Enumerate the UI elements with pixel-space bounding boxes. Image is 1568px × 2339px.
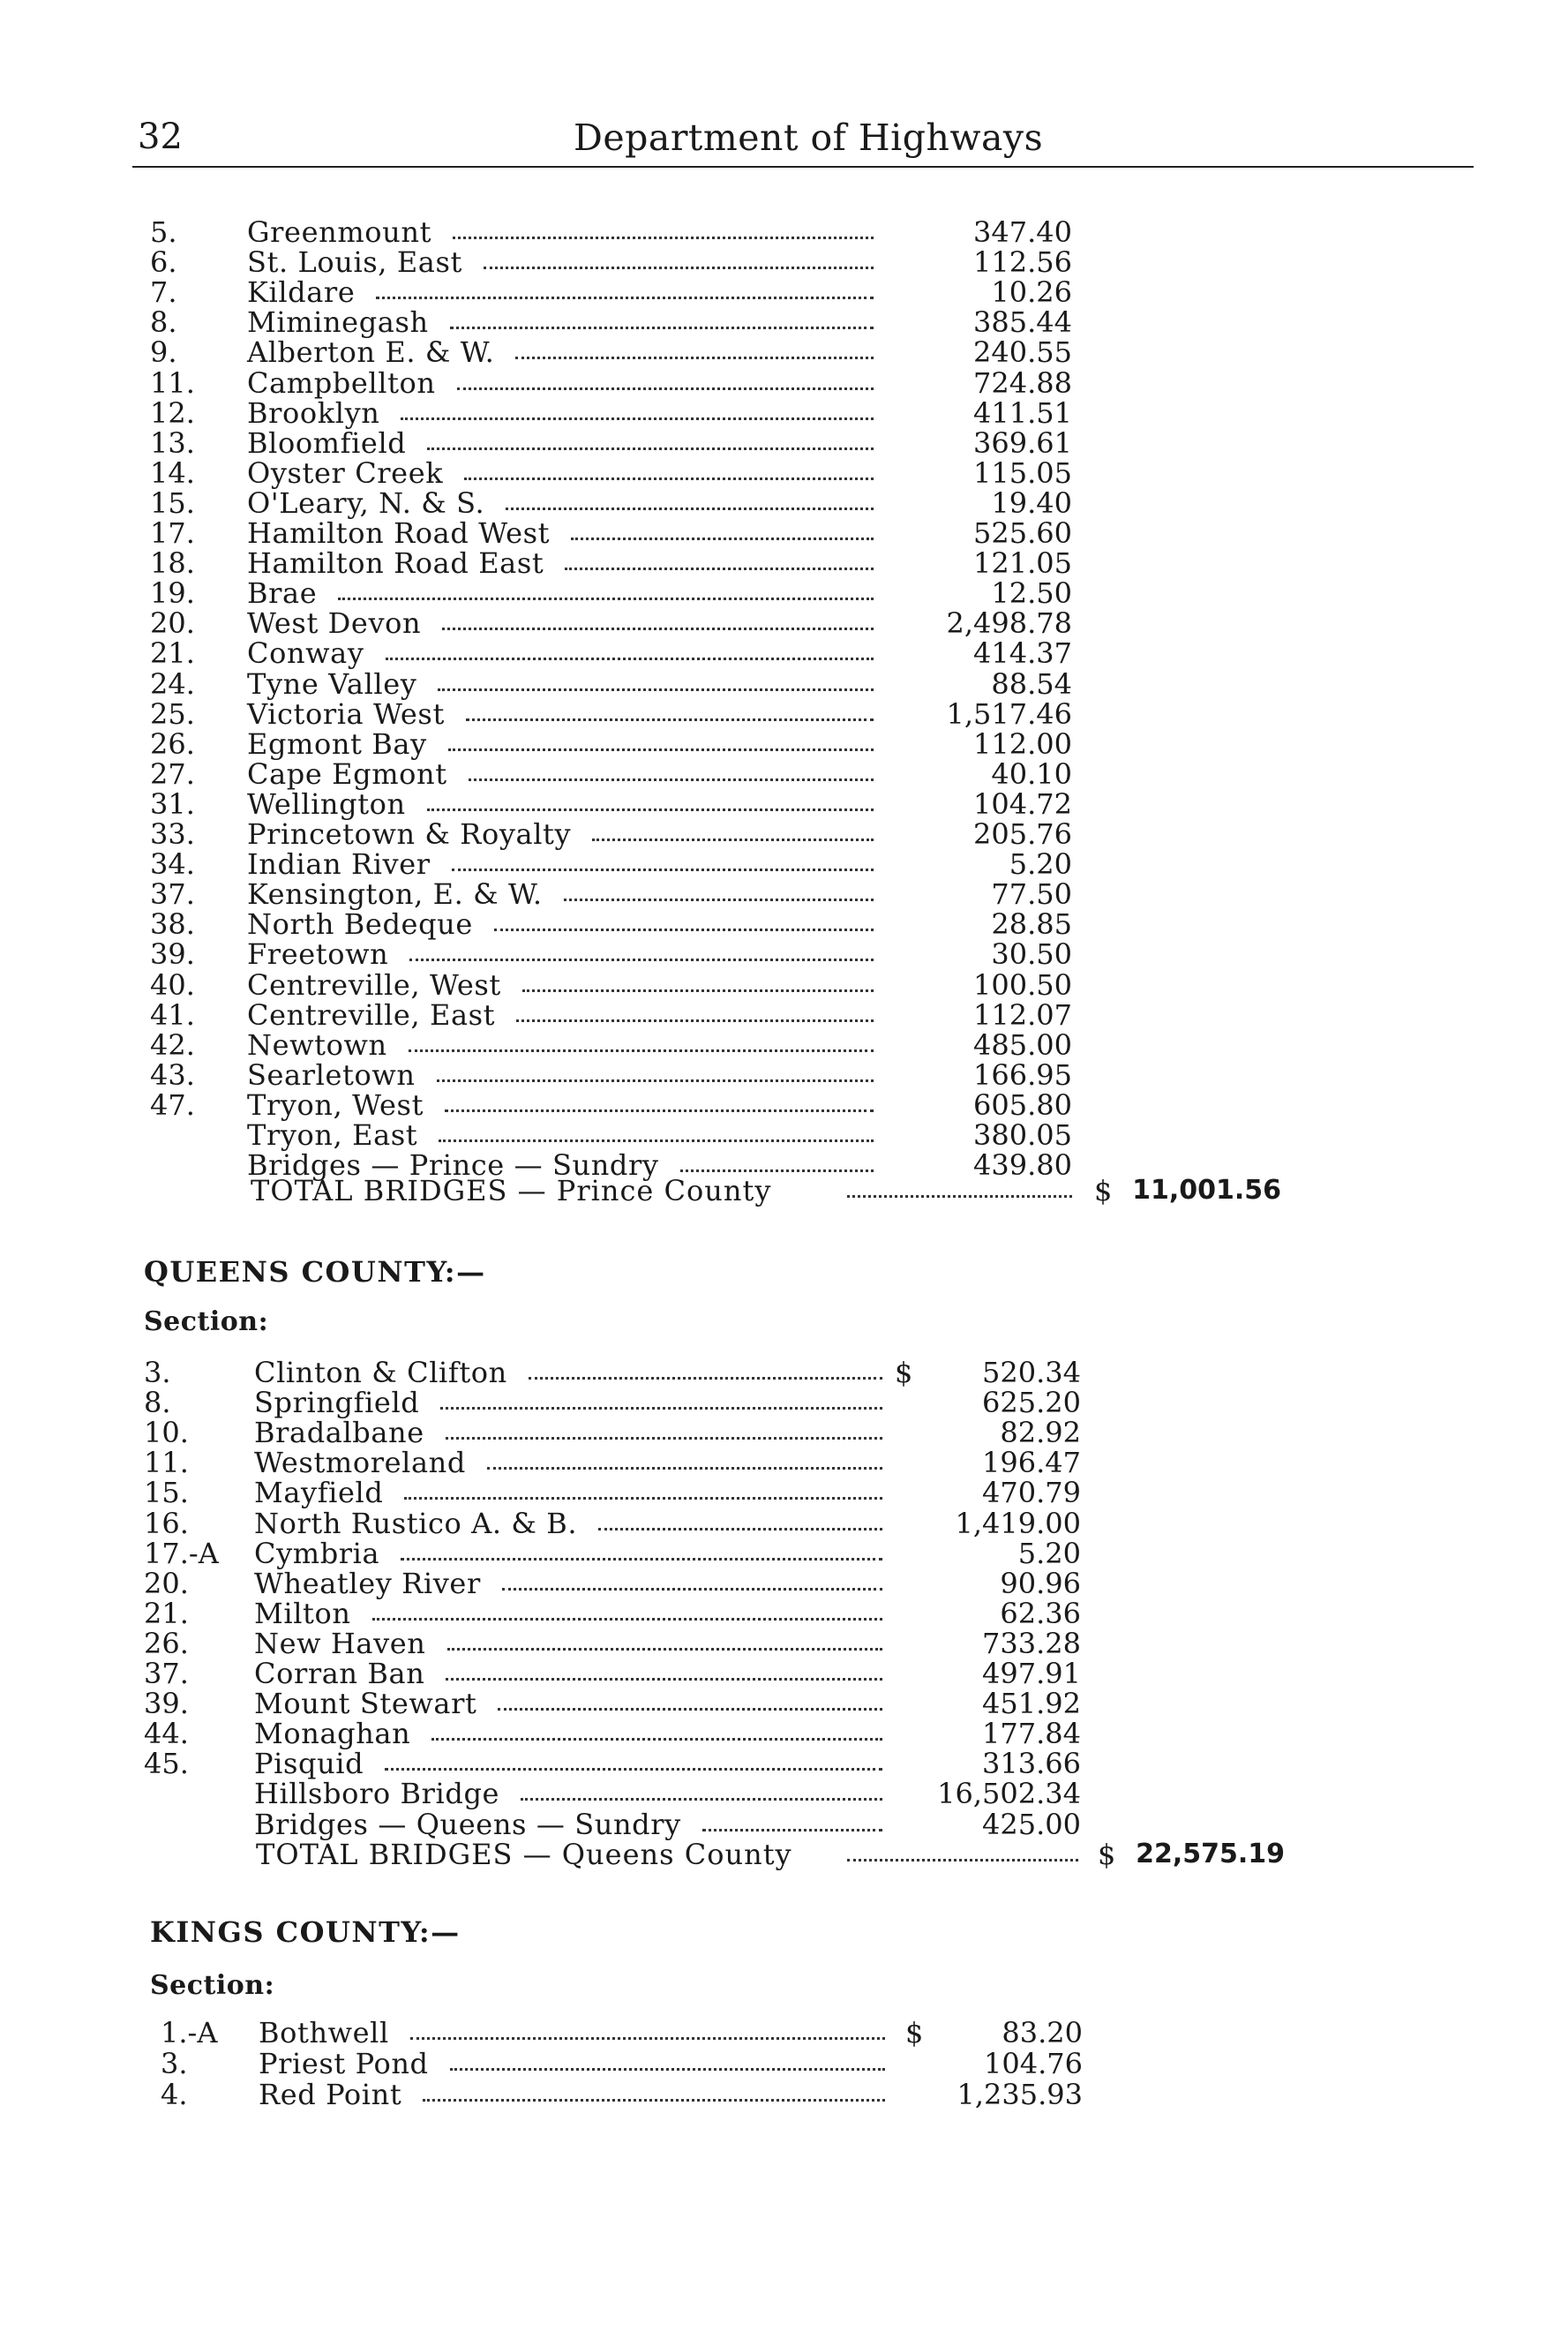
table-row xyxy=(0,2018,1568,2048)
dot-leader xyxy=(438,688,874,691)
dot-leader xyxy=(385,1768,882,1771)
amount: 12.50 xyxy=(991,576,1072,611)
dot-leader xyxy=(437,1079,874,1082)
table-row xyxy=(0,2080,1568,2110)
bridge-name: Alberton E. & W. xyxy=(247,335,495,370)
dot-leader xyxy=(515,357,874,359)
table-row xyxy=(0,1478,1568,1508)
dot-leader xyxy=(516,1019,874,1022)
amount: 520.34 xyxy=(982,1356,1081,1389)
section-number: 24. xyxy=(150,666,195,701)
dot-leader xyxy=(338,598,874,600)
dot-leader xyxy=(847,1859,1078,1861)
bridge-name: Indian River xyxy=(247,847,431,882)
table-row xyxy=(0,1508,1568,1538)
amount: 40.10 xyxy=(991,756,1072,791)
bridge-name: Bradalbane xyxy=(254,1416,424,1450)
dot-leader xyxy=(423,2099,885,2102)
bridge-name: New Haven xyxy=(254,1626,426,1660)
section-number: 4. xyxy=(161,2078,188,2111)
section-number: 10. xyxy=(144,1416,189,1450)
amount: 112.00 xyxy=(973,726,1072,761)
section-number: 26. xyxy=(144,1626,189,1660)
currency-sign: $ xyxy=(1094,1174,1113,1207)
section-number: 19. xyxy=(150,576,195,611)
section-number: 37. xyxy=(150,877,195,912)
dot-leader xyxy=(409,1049,874,1052)
section-number: 5. xyxy=(150,215,177,249)
dot-leader xyxy=(450,2068,885,2071)
amount: 605.80 xyxy=(973,1087,1072,1122)
amount: 724.88 xyxy=(973,365,1072,400)
amount: 77.50 xyxy=(991,877,1072,912)
amount: 88.54 xyxy=(991,666,1072,701)
table-row xyxy=(0,1358,1568,1388)
bridge-name: Bridges — Queens — Sundry xyxy=(254,1807,681,1841)
bridge-name: Hamilton Road East xyxy=(247,546,544,581)
amount: 104.76 xyxy=(984,2047,1083,2080)
bridge-name: Searletown xyxy=(247,1057,416,1092)
dot-leader xyxy=(431,1738,882,1741)
section-number: 1.-A xyxy=(161,2016,218,2049)
dot-leader xyxy=(565,568,874,570)
section-number: 38. xyxy=(150,907,195,942)
table-row xyxy=(0,606,1568,641)
dot-leader xyxy=(410,2037,885,2040)
section-number: 39. xyxy=(144,1687,189,1721)
section-number: 8. xyxy=(150,305,177,340)
amount: 411.51 xyxy=(973,395,1072,430)
table-row xyxy=(0,819,1568,849)
amount: 525.60 xyxy=(973,516,1072,550)
table-row xyxy=(0,967,1568,1002)
currency-sign: $ xyxy=(905,2016,924,2049)
dot-leader xyxy=(529,1377,882,1380)
section-number: 34. xyxy=(150,847,195,882)
dot-leader xyxy=(494,929,874,931)
dot-leader xyxy=(469,778,874,781)
dot-leader xyxy=(702,1829,882,1831)
amount: 385.44 xyxy=(973,305,1072,340)
bridge-name: Red Point xyxy=(259,2078,402,2111)
section-number: 47. xyxy=(150,1087,195,1122)
amount: 28.85 xyxy=(991,907,1072,942)
table-row xyxy=(0,1658,1568,1688)
bridge-name: North Rustico A. & B. xyxy=(254,1506,578,1540)
dot-leader xyxy=(401,417,874,420)
amount: 347.40 xyxy=(973,215,1072,249)
amount: 1,235.93 xyxy=(957,2078,1083,2111)
dot-leader xyxy=(457,387,874,390)
section-number: 42. xyxy=(150,1027,195,1062)
table-row xyxy=(0,1749,1568,1779)
dot-leader xyxy=(466,718,874,721)
amount: 82.92 xyxy=(1000,1416,1081,1450)
dot-leader xyxy=(521,1798,882,1801)
amount: 205.76 xyxy=(973,817,1072,851)
section-number: 41. xyxy=(150,997,195,1032)
section-number: 7. xyxy=(150,275,177,310)
amount: 313.66 xyxy=(982,1747,1081,1781)
amount: 625.20 xyxy=(982,1386,1081,1420)
dot-leader xyxy=(372,1618,882,1621)
bridge-name: Tryon, West xyxy=(247,1087,424,1122)
section-number: 26. xyxy=(150,726,195,761)
table-row xyxy=(0,217,1568,247)
dot-leader xyxy=(439,1139,874,1142)
amount: 112.56 xyxy=(973,245,1072,280)
bridge-name: Miminegash xyxy=(247,305,429,340)
section-number: 12. xyxy=(150,395,195,430)
bridge-name: Tryon, East xyxy=(247,1118,418,1152)
bridge-name: Corran Ban xyxy=(254,1657,425,1690)
dot-leader xyxy=(464,478,874,480)
bridge-name: North Bedeque xyxy=(247,907,473,942)
bridge-name: Oyster Creek xyxy=(247,455,444,490)
bridge-name: Freetown xyxy=(247,937,389,972)
amount: 16,502.34 xyxy=(937,1777,1081,1811)
section-number: 21. xyxy=(150,636,195,671)
dot-leader xyxy=(680,1170,874,1172)
bridge-name: Brooklyn xyxy=(247,395,380,430)
amount: 733.28 xyxy=(982,1626,1081,1660)
section-number: 11. xyxy=(150,365,195,400)
section-number: 20. xyxy=(150,606,195,641)
prince-total-row xyxy=(0,1176,1568,1206)
section-number: 43. xyxy=(150,1057,195,1092)
dot-leader xyxy=(448,748,874,751)
table-row xyxy=(0,2049,1568,2079)
dot-leader xyxy=(564,899,874,901)
section-number: 8. xyxy=(144,1386,171,1420)
amount: 369.61 xyxy=(973,425,1072,460)
queens-section-label: Section: xyxy=(144,1306,269,1337)
table-row xyxy=(0,1628,1568,1658)
section-number: 9. xyxy=(150,335,177,370)
bridge-name: West Devon xyxy=(247,606,422,641)
amount: 451.92 xyxy=(982,1687,1081,1721)
amount: 104.72 xyxy=(973,786,1072,821)
section-number: 45. xyxy=(144,1747,189,1781)
dot-leader xyxy=(442,628,874,630)
bridge-name: Cymbria xyxy=(254,1536,380,1570)
section-number: 14. xyxy=(150,455,195,490)
section-number: 16. xyxy=(144,1506,189,1540)
table-row xyxy=(0,485,1568,520)
dot-leader xyxy=(484,267,874,269)
amount: 62.36 xyxy=(1000,1596,1081,1630)
section-number: 6. xyxy=(150,245,177,280)
dot-leader xyxy=(847,1195,1072,1198)
table-row xyxy=(0,636,1568,671)
section-number: 33. xyxy=(150,817,195,851)
section-number: 37. xyxy=(144,1657,189,1690)
table-row xyxy=(0,1719,1568,1749)
table-row xyxy=(0,546,1568,581)
bridge-name: Bridges — Prince — Sundry xyxy=(247,1148,659,1183)
table-row xyxy=(0,518,1568,548)
dot-leader xyxy=(522,989,874,992)
amount: 177.84 xyxy=(982,1717,1081,1751)
total-amount: 11,001.56 xyxy=(1132,1175,1281,1206)
section-number: 40. xyxy=(150,967,195,1002)
table-row xyxy=(0,726,1568,761)
table-row xyxy=(0,1779,1568,1809)
bridge-name: Conway xyxy=(247,636,364,671)
bridge-name: Pisquid xyxy=(254,1747,364,1781)
amount: 425.00 xyxy=(982,1807,1081,1841)
dot-leader xyxy=(427,808,874,811)
table-row xyxy=(0,305,1568,340)
table-row xyxy=(0,365,1568,400)
dot-leader xyxy=(487,1467,882,1470)
table-row xyxy=(0,1120,1568,1150)
table-row xyxy=(0,786,1568,821)
amount: 5.20 xyxy=(1009,847,1072,882)
section-number: 17.-A xyxy=(144,1536,219,1570)
section-number: 18. xyxy=(150,546,195,581)
amount: 115.05 xyxy=(973,455,1072,490)
bridge-name: Mount Stewart xyxy=(254,1687,477,1721)
table-row xyxy=(0,1598,1568,1628)
table-row xyxy=(0,425,1568,460)
table-row xyxy=(0,335,1568,370)
currency-sign: $ xyxy=(895,1356,913,1389)
section-number: 44. xyxy=(144,1717,189,1751)
bridge-name: Victoria West xyxy=(247,696,445,731)
kings-county-heading: KINGS COUNTY:— xyxy=(150,1915,461,1949)
bridge-name: Cape Egmont xyxy=(247,756,447,791)
total-amount: 22,575.19 xyxy=(1136,1839,1285,1869)
dot-leader xyxy=(386,658,874,660)
currency-sign: $ xyxy=(1098,1838,1116,1871)
amount: 100.50 xyxy=(973,967,1072,1002)
amount: 470.79 xyxy=(982,1476,1081,1510)
kings-section-label: Section: xyxy=(150,1970,275,2001)
amount: 19.40 xyxy=(991,485,1072,520)
bridge-name: O'Leary, N. & S. xyxy=(247,485,485,520)
bridge-name: Hillsboro Bridge xyxy=(254,1777,500,1811)
amount: 439.80 xyxy=(973,1148,1072,1183)
section-number: 15. xyxy=(144,1476,189,1510)
table-row xyxy=(0,1388,1568,1418)
table-row xyxy=(0,455,1568,490)
table-row xyxy=(0,395,1568,430)
section-number: 39. xyxy=(150,937,195,972)
dot-leader xyxy=(446,1437,882,1440)
amount: 10.26 xyxy=(991,275,1072,310)
section-number: 13. xyxy=(150,425,195,460)
section-number: 27. xyxy=(150,756,195,791)
dot-leader xyxy=(401,1558,882,1561)
amount: 121.05 xyxy=(973,546,1072,581)
table-row xyxy=(0,907,1568,942)
section-number: 11. xyxy=(144,1446,189,1480)
bridge-name: Westmoreland xyxy=(254,1446,466,1480)
section-number: 25. xyxy=(150,696,195,731)
queens-county-heading: QUEENS COUNTY:— xyxy=(144,1255,486,1289)
table-row xyxy=(0,245,1568,280)
amount: 112.07 xyxy=(973,997,1072,1032)
table-row xyxy=(0,275,1568,310)
section-number: 21. xyxy=(144,1596,189,1630)
section-number: 15. xyxy=(150,485,195,520)
amount: 83.20 xyxy=(1002,2016,1083,2049)
bridge-name: Monaghan xyxy=(254,1717,411,1751)
page-header xyxy=(132,117,1474,168)
dot-leader xyxy=(506,508,874,510)
bridge-name: Milton xyxy=(254,1596,351,1630)
table-row xyxy=(0,877,1568,912)
section-number: 17. xyxy=(150,516,195,550)
amount: 2,498.78 xyxy=(946,606,1072,641)
table-row xyxy=(0,1809,1568,1839)
amount: 5.20 xyxy=(1017,1536,1081,1570)
bridge-name: Clinton & Clifton xyxy=(254,1356,507,1389)
table-row xyxy=(0,1027,1568,1062)
table-row xyxy=(0,847,1568,882)
dot-leader xyxy=(409,959,874,961)
table-row xyxy=(0,1688,1568,1719)
bridge-name: Wellington xyxy=(247,786,406,821)
section-number: 3. xyxy=(144,1356,171,1389)
bridge-name: Hamilton Road West xyxy=(247,516,551,550)
table-row xyxy=(0,576,1568,611)
amount: 1,419.00 xyxy=(955,1506,1081,1540)
bridge-name: Brae xyxy=(247,576,318,611)
dot-leader xyxy=(502,1588,882,1591)
bridge-name: Tyne Valley xyxy=(247,666,417,701)
amount: 90.96 xyxy=(1000,1566,1081,1600)
amount: 497.91 xyxy=(982,1657,1081,1690)
bridge-name: Bothwell xyxy=(259,2016,389,2049)
dot-leader xyxy=(453,237,874,239)
bridge-name: Kildare xyxy=(247,275,356,310)
section-number: 31. xyxy=(150,786,195,821)
bridge-name: Springfield xyxy=(254,1386,420,1420)
dot-leader xyxy=(450,327,874,329)
bridge-name: Campbellton xyxy=(247,365,436,400)
amount: 414.37 xyxy=(973,636,1072,671)
amount: 1,517.46 xyxy=(946,696,1072,731)
total-label: TOTAL BRIDGES — Prince County xyxy=(251,1174,772,1207)
amount: 240.55 xyxy=(973,335,1072,370)
bridge-name: Mayfield xyxy=(254,1476,384,1510)
table-row xyxy=(0,997,1568,1032)
table-row xyxy=(0,1538,1568,1568)
bridge-name: Wheatley River xyxy=(254,1566,481,1600)
table-row xyxy=(0,756,1568,791)
bridge-name: Princetown & Royalty xyxy=(247,817,572,851)
amount: 30.50 xyxy=(991,937,1072,972)
table-row xyxy=(0,937,1568,972)
bridge-name: Priest Pond xyxy=(259,2047,429,2080)
table-row xyxy=(0,696,1568,731)
total-label: TOTAL BRIDGES — Queens County xyxy=(256,1838,792,1871)
dot-leader xyxy=(445,1109,874,1112)
bridge-name: St. Louis, East xyxy=(247,245,462,280)
dot-leader xyxy=(404,1497,882,1500)
dot-leader xyxy=(592,839,874,841)
dot-leader xyxy=(598,1528,882,1531)
table-row xyxy=(0,1448,1568,1478)
table-row xyxy=(0,1087,1568,1122)
table-row xyxy=(0,666,1568,701)
bridge-name: Centreville, East xyxy=(247,997,496,1032)
dot-leader xyxy=(376,297,874,299)
running-title: Department of Highways xyxy=(574,117,1044,159)
dot-leader xyxy=(452,869,874,871)
amount: 166.95 xyxy=(973,1057,1072,1092)
page-number: 32 xyxy=(138,117,183,157)
bridge-name: Egmont Bay xyxy=(247,726,427,761)
table-row xyxy=(0,1418,1568,1448)
section-number: 20. xyxy=(144,1566,189,1600)
bridge-name: Kensington, E. & W. xyxy=(247,877,543,912)
amount: 380.05 xyxy=(973,1118,1072,1152)
dot-leader xyxy=(498,1708,882,1711)
dot-leader xyxy=(446,1678,882,1681)
bridge-name: Newtown xyxy=(247,1027,387,1062)
section-number: 3. xyxy=(161,2047,188,2080)
dot-leader xyxy=(440,1407,882,1410)
amount: 485.00 xyxy=(973,1027,1072,1062)
dot-leader xyxy=(571,538,874,540)
table-row xyxy=(0,1568,1568,1598)
bridge-name: Bloomfield xyxy=(247,425,407,460)
bridge-name: Greenmount xyxy=(247,215,432,249)
amount: 196.47 xyxy=(982,1446,1081,1480)
table-row xyxy=(0,1057,1568,1092)
dot-leader xyxy=(447,1648,882,1651)
bridge-name: Centreville, West xyxy=(247,967,501,1002)
queens-total-row xyxy=(0,1839,1568,1869)
dot-leader xyxy=(427,447,874,450)
